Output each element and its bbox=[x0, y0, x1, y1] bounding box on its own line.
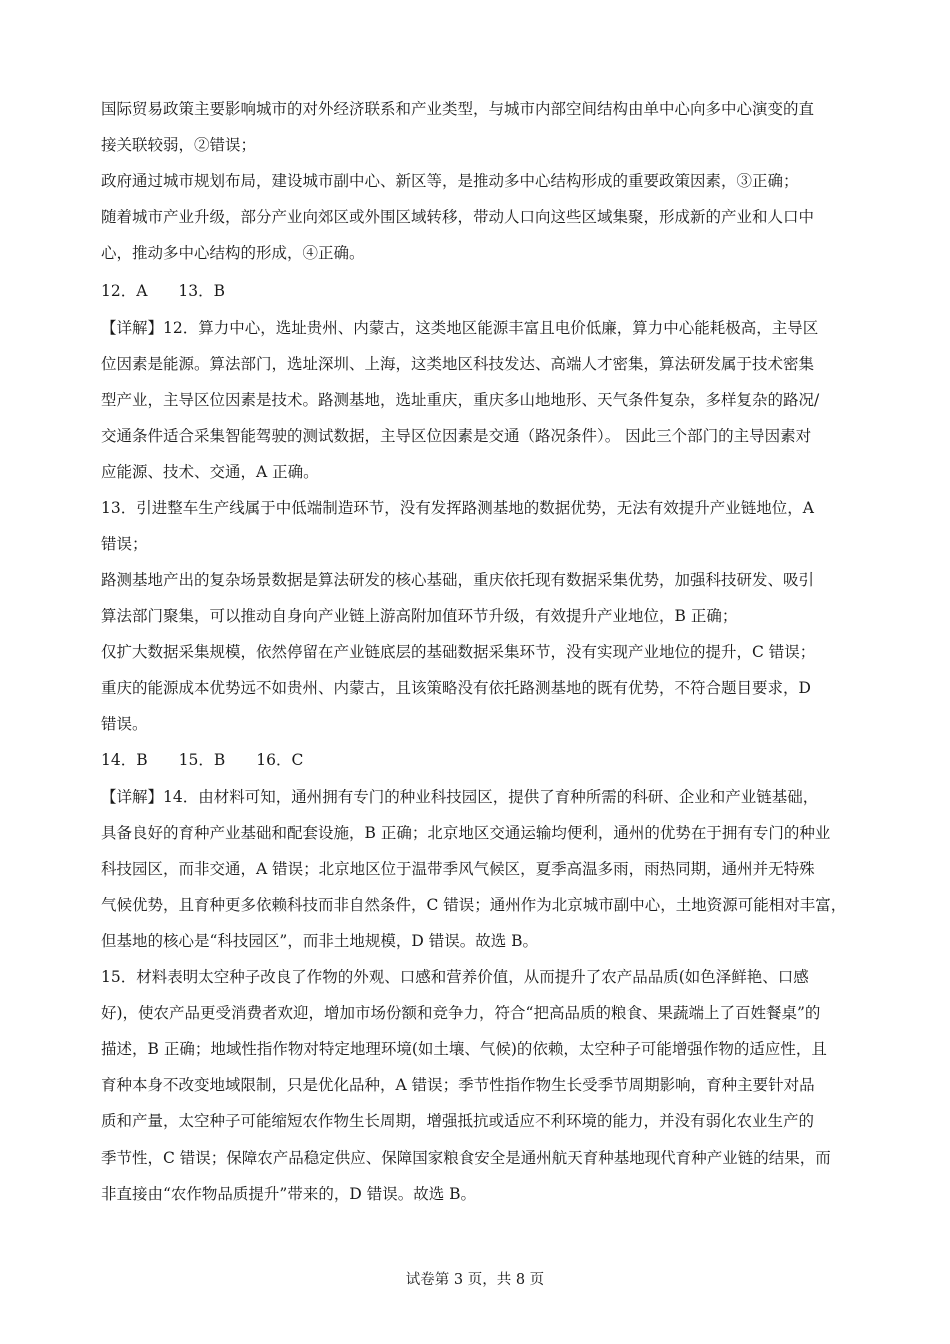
text-line: 算法部门聚集，可以推动自身向产业链上游高附加值环节升级，有效提升产业地位，B 正确； bbox=[101, 607, 738, 625]
text-line: 【详解】14．由材料可知，通州拥有专门的种业科技园区，提供了育种所需的科研、企业和产业链基础， bbox=[101, 788, 819, 806]
text-line: 好)，使农产品更受消费者欢迎，增加市场份额和竞争力，符合“把高品质的粮食、果蔬端上了百姓餐桌”的 bbox=[101, 1004, 821, 1022]
text-line: 科技园区，而非交通，A 错误；北京地区位于温带季风气候区，夏季高温多雨，雨热同期，通州并无特殊 bbox=[101, 860, 815, 878]
text-line: 描述，B 正确；地域性指作物对特定地理环境(如土壤、气候)的依赖，太空种子可能增强作物的适应性，且 bbox=[101, 1040, 827, 1058]
text-line: 13．引进整车生产线属于中低端制造环节，没有发挥路测基地的数据优势，无法有效提升产业链地位，A bbox=[101, 499, 814, 517]
text-line: 错误； bbox=[101, 535, 148, 553]
text-line: 型产业，主导区位因素是技术。路测基地，选址重庆，重庆多山地地形、天气条件复杂，多样复杂的路况/ bbox=[101, 391, 820, 409]
text-line: 季节性，C 错误；保障农产品稳定供应、保障国家粮食安全是通州航天育种基地现代育种产业链的结果，而 bbox=[101, 1149, 831, 1167]
text-line: 位因素是能源。算法部门，选址深圳、上海，这类地区科技发达、高端人才密集，算法研发属于技术密集 bbox=[101, 355, 815, 373]
text-line: 接关联较弱，②错误； bbox=[101, 136, 257, 154]
text-line: 15．材料表明太空种子改良了作物的外观、口感和营养价值，从而提升了农产品品质(如色泽鲜艳、口感 bbox=[101, 968, 809, 986]
text-line: 随着城市产业升级，部分产业向郊区或外围区域转移，带动人口向这些区域集聚，形成新的产业和人口中 bbox=[101, 208, 815, 226]
text-line: 育种本身不改变地域限制，只是优化品种，A 错误；季节性指作物生长受季节周期影响，育种主要针对品 bbox=[101, 1076, 815, 1094]
text-line: 【详解】12．算力中心，选址贵州、内蒙古，这类地区能源丰富且电价低廉，算力中心能耗极高，主导区 bbox=[101, 319, 819, 337]
text-line: 应能源、技术、交通，A 正确。 bbox=[101, 463, 319, 481]
text-line: 但基地的核心是“科技园区”，而非土地规模，D 错误。故选 B。 bbox=[101, 932, 539, 950]
text-line: 质和产量，太空种子可能缩短农作物生长周期，增强抵抗或适应不利环境的能力，并没有弱化农业生产的 bbox=[101, 1112, 815, 1130]
text-line: 重庆的能源成本优势远不如贵州、内蒙古，且该策略没有依托路测基地的既有优势，不符合题目要求，D bbox=[101, 679, 811, 697]
answer-line: 12．A 13．B bbox=[101, 282, 226, 300]
text-line: 交通条件适合采集智能驾驶的测试数据，主导区位因素是交通（路况条件）。 因此三个部门的主导因素对 bbox=[101, 427, 812, 445]
text-line: 仅扩大数据采集规模，依然停留在产业链底层的基础数据采集环节，没有实现产业地位的提升，C 错误； bbox=[101, 643, 816, 661]
text-line: 非直接由“农作物品质提升”带来的，D 错误。故选 B。 bbox=[101, 1185, 477, 1203]
page-footer: 试卷第 3 页，共 8 页 bbox=[405, 1272, 545, 1288]
answer-line: 14．B 15．B 16．C bbox=[101, 751, 304, 769]
text-line: 错误。 bbox=[101, 715, 148, 733]
text-line: 气候优势，且育种更多依赖科技而非自然条件，C 错误；通州作为北京城市副中心，土地资源可能相对丰富， bbox=[101, 896, 847, 914]
text-line: 具备良好的育种产业基础和配套设施，B 正确；北京地区交通运输均便利，通州的优势在于拥有专门的种业 bbox=[101, 824, 831, 842]
text-line: 政府通过城市规划布局，建设城市副中心、新区等，是推动多中心结构形成的重要政策因素，③正确； bbox=[101, 172, 799, 190]
text-line: 路测基地产出的复杂场景数据是算法研发的核心基础，重庆依托现有数据采集优势，加强科技研发、吸引 bbox=[101, 571, 815, 589]
text-line: 国际贸易政策主要影响城市的对外经济联系和产业类型，与城市内部空间结构由单中心向多中心演变的直 bbox=[101, 100, 815, 118]
text-line: 心，推动多中心结构的形成，④正确。 bbox=[101, 244, 365, 262]
